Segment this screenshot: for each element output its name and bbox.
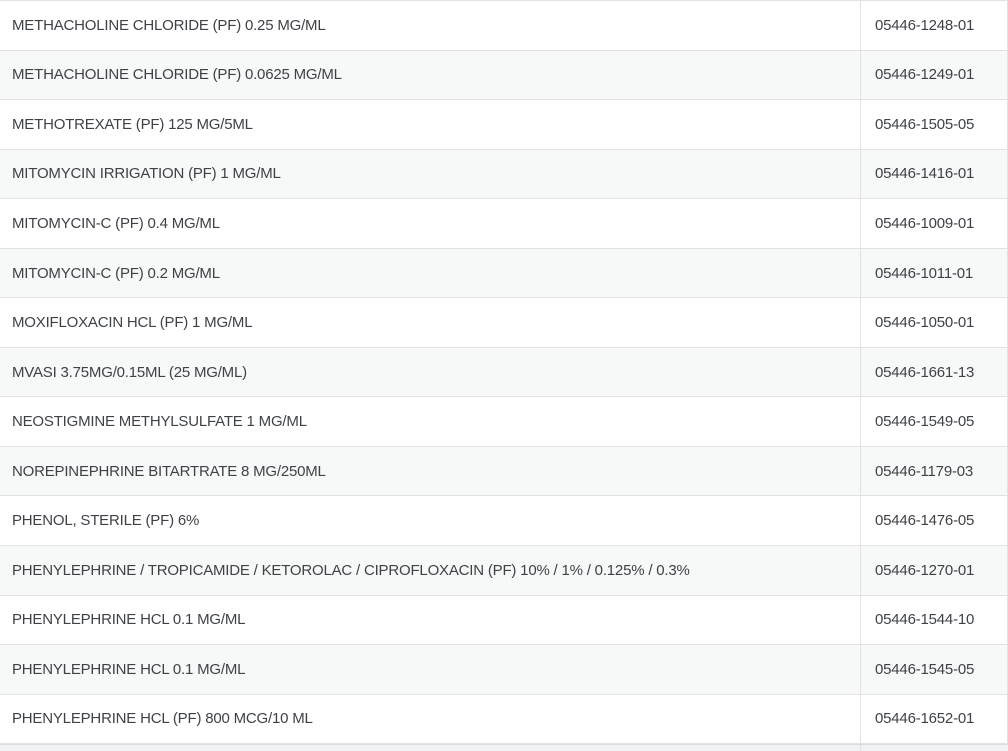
table-row (0, 645, 1008, 695)
table-row (0, 150, 1008, 200)
drug-name-cell: MITOMYCIN IRRIGATION (PF) 1 MG/ML (0, 150, 861, 199)
drug-name-cell: METHACHOLINE CHLORIDE (PF) 0.25 MG/ML (0, 1, 861, 50)
ndc-code-cell: 05446-1661-13 (861, 348, 1008, 397)
table-row (0, 1, 1008, 51)
table-row (0, 199, 1008, 249)
ndc-code-cell: 05446-1011-01 (861, 249, 1008, 298)
ndc-code-cell: 05446-1545-05 (861, 645, 1008, 694)
ndc-code-cell: 05446-1416-01 (861, 150, 1008, 199)
table-row (0, 100, 1008, 150)
table-row (0, 496, 1008, 546)
drug-name-cell: METHOTREXATE (PF) 125 MG/5ML (0, 100, 861, 149)
drug-name-cell: PHENOL, STERILE (PF) 6% (0, 496, 861, 545)
footer-strip (0, 744, 1008, 751)
table-row (0, 546, 1008, 596)
drug-name-cell: MVASI 3.75MG/0.15ML (25 MG/ML) (0, 348, 861, 397)
ndc-code-cell: 05446-1505-05 (861, 100, 1008, 149)
ndc-code-cell: 05446-1270-01 (861, 546, 1008, 595)
ndc-code-cell: 05446-1476-05 (861, 496, 1008, 545)
drug-name-cell: PHENYLEPHRINE HCL 0.1 MG/ML (0, 645, 861, 694)
drug-name-cell: MITOMYCIN-C (PF) 0.2 MG/ML (0, 249, 861, 298)
ndc-code-cell: 05446-1248-01 (861, 1, 1008, 50)
drug-name-cell: PHENYLEPHRINE HCL (PF) 800 MCG/10 ML (0, 695, 861, 744)
drug-name-cell: NEOSTIGMINE METHYLSULFATE 1 MG/ML (0, 397, 861, 446)
ndc-code-cell: 05446-1050-01 (861, 298, 1008, 347)
ndc-code-cell: 05446-1249-01 (861, 51, 1008, 100)
drug-name-cell: MITOMYCIN-C (PF) 0.4 MG/ML (0, 199, 861, 248)
ndc-code-cell: 05446-1652-01 (861, 695, 1008, 744)
drug-name-cell: NOREPINEPHRINE BITARTRATE 8 MG/250ML (0, 447, 861, 496)
ndc-code-cell: 05446-1179-03 (861, 447, 1008, 496)
table-row (0, 298, 1008, 348)
drug-name-cell: PHENYLEPHRINE / TROPICAMIDE / KETOROLAC / CIPROFLOXACIN (PF) 10% / 1% / 0.125% / 0.3% (0, 546, 861, 595)
drug-name-cell: MOXIFLOXACIN HCL (PF) 1 MG/ML (0, 298, 861, 347)
ndc-code-cell: 05446-1549-05 (861, 397, 1008, 446)
ndc-code-cell: 05446-1544-10 (861, 596, 1008, 645)
table-row (0, 695, 1008, 745)
table-row (0, 397, 1008, 447)
table-row (0, 51, 1008, 101)
table-row (0, 596, 1008, 646)
table-row (0, 249, 1008, 299)
drug-name-cell: PHENYLEPHRINE HCL 0.1 MG/ML (0, 596, 861, 645)
drug-name-cell: METHACHOLINE CHLORIDE (PF) 0.0625 MG/ML (0, 51, 861, 100)
table-row (0, 348, 1008, 398)
table-row (0, 447, 1008, 497)
ndc-code-cell: 05446-1009-01 (861, 199, 1008, 248)
